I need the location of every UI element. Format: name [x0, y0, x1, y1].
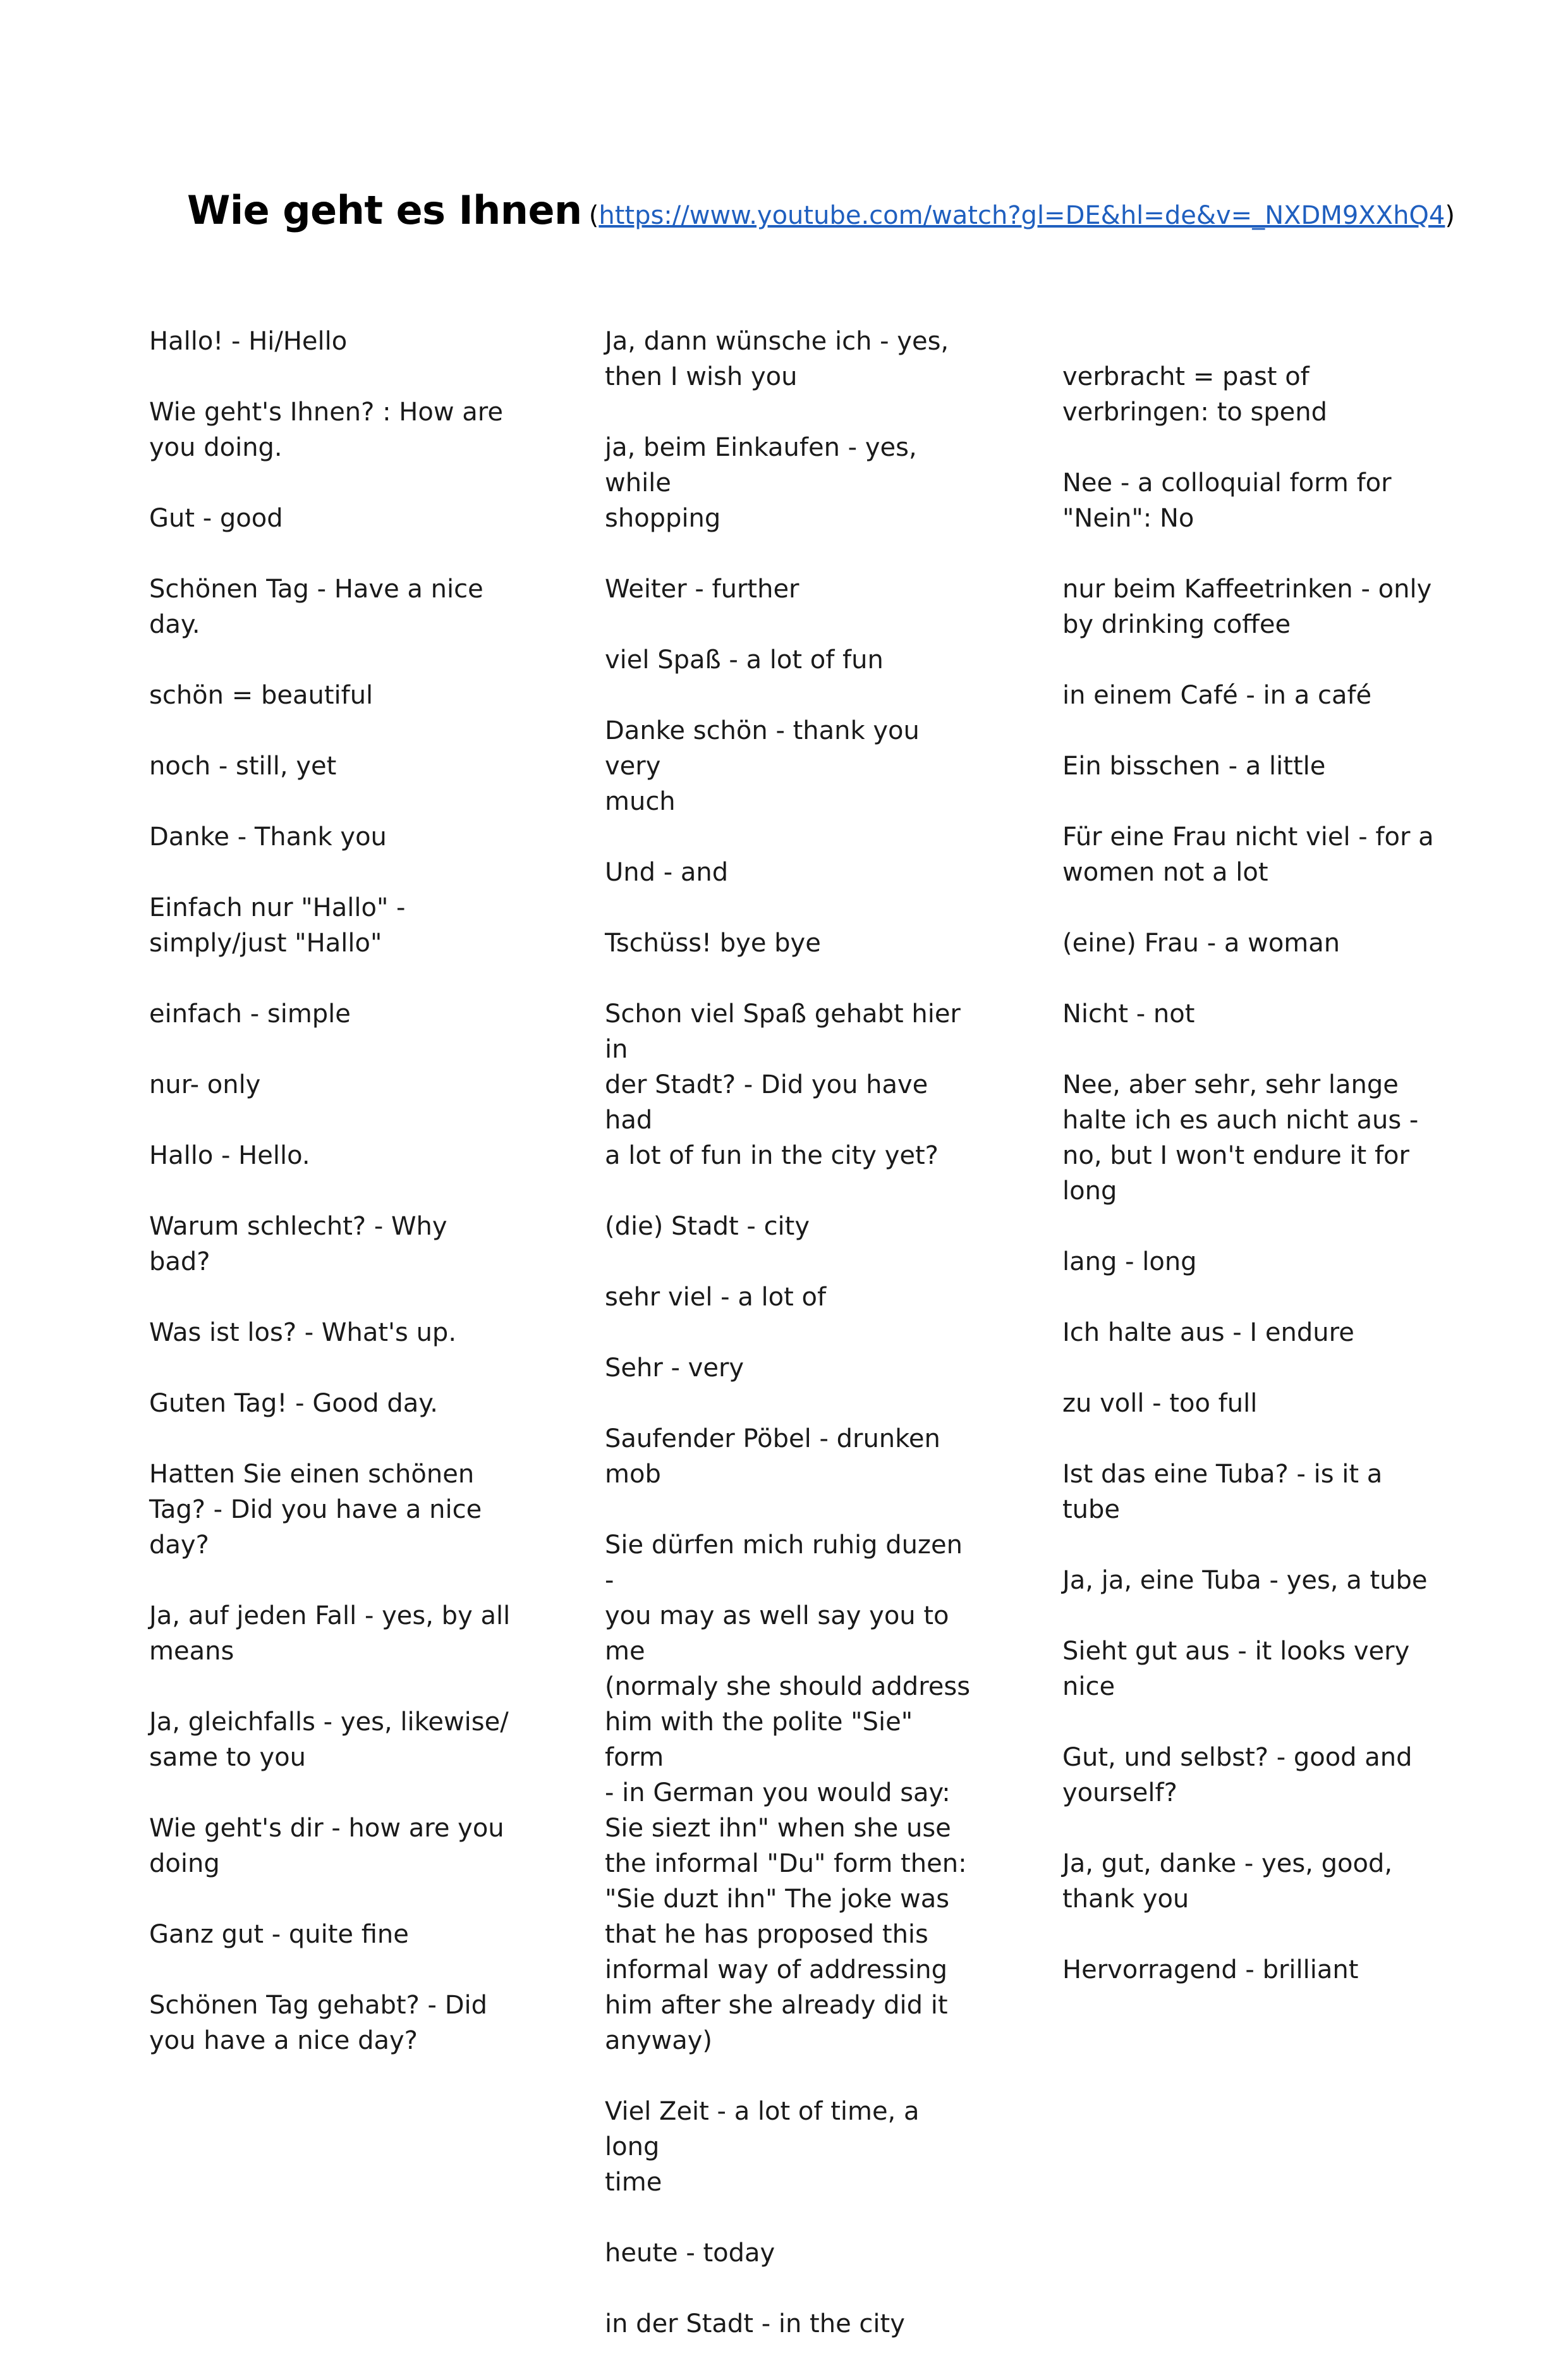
link-open-paren: (: [588, 201, 599, 230]
vocab-entry: Hatten Sie einen schönen Tag? - Did you have a nice day?: [149, 1460, 482, 1560]
vocab-entry: in einem Café - in a café: [1062, 681, 1372, 710]
vocab-entry: schön = beautiful: [149, 681, 374, 710]
vocab-entry: nur beim Kaffeetrinken - only by drinking coffee: [1062, 575, 1432, 639]
source-video-link[interactable]: https://www.youtube.com/watch?gl=DE&hl=de&v=_NXDM9XXhQ4: [599, 201, 1445, 230]
vocab-entry: Ich halte aus - I endure: [1062, 1318, 1354, 1347]
vocab-column-1: [149, 324, 516, 2094]
vocab-entry: Warum schlecht? - Why bad?: [149, 1212, 447, 1276]
vocab-entry: Viel Zeit - a lot of time, a long time: [605, 2097, 920, 2197]
vocab-entry: Schönen Tag - Have a nice day.: [149, 575, 483, 639]
vocab-entry: Nee, aber sehr, sehr lange halte ich es auch nicht aus - no, but I won't endure it for long: [1062, 1070, 1419, 1206]
vocab-entry: Was ist los? - What's up.: [149, 1318, 457, 1347]
vocab-entry: heute - today: [605, 2239, 775, 2268]
vocab-entry: Ja, auf jeden Fall - yes, by all means: [149, 1601, 511, 1666]
vocab-entry: verbracht = past of verbringen: to spend: [1062, 362, 1328, 427]
vocab-list: [149, 324, 516, 2058]
vocab-entry: Ganz gut - quite fine: [149, 1920, 409, 1949]
title-line: [187, 187, 1455, 233]
vocab-entry: nur- only: [149, 1070, 261, 1099]
vocab-entry: Ist das eine Tuba? - is it a tube: [1062, 1460, 1383, 1524]
vocab-entry: Danke - Thank you: [149, 822, 387, 852]
vocab-entry: Nee - a colloquial form for "Nein": No: [1062, 468, 1392, 533]
vocab-entry: Schönen Tag gehabt? - Did you have a nice day?: [149, 1991, 487, 2055]
vocab-entry: einfach - simple: [149, 999, 351, 1029]
vocab-entry: Ja, gut, danke - yes, good, thank you: [1062, 1849, 1393, 1914]
vocab-entry: Sie dürfen mich ruhig duzen - you may as well say you to me (normaly she should address him with the polite "Sie" form - in German you would say: Sie siezt ihn" when she use the informal "Du" form then: "Sie duzt ihn" The joke was that he has proposed this informal way of addressing him after she already did it anyway): [605, 1531, 971, 2055]
vocab-entry: viel Spaß - a lot of fun: [605, 645, 884, 675]
vocab-entry: Wie geht's dir - how are you doing: [149, 1814, 504, 1878]
vocab-entry: Wie geht's Ihnen? : How are you doing.: [149, 398, 503, 462]
vocab-entry: Ja, ja, eine Tuba - yes, a tube: [1062, 1566, 1428, 1595]
vocab-entry: Einfach nur "Hallo" - simply/just "Hallo": [149, 893, 406, 958]
vocab-entry: sehr viel - a lot of: [605, 1283, 827, 1312]
vocab-entry: Sehr - very: [605, 1353, 744, 1383]
link-close-paren: ): [1445, 201, 1455, 230]
vocab-list: [605, 324, 971, 2342]
source-link-wrapper: [589, 201, 1455, 230]
vocab-entry: (eine) Frau - a woman: [1062, 929, 1340, 958]
vocab-entry: Ja, dann wünsche ich - yes, then I wish you: [605, 327, 949, 391]
vocab-entry: Schon viel Spaß gehabt hier in der Stadt? - Did you have had a lot of fun in the city yet?: [605, 999, 961, 1170]
vocab-column-3: [1062, 324, 1435, 2023]
vocab-column-2: [605, 324, 971, 2377]
vocab-list: [1062, 324, 1435, 1988]
vocab-entry: (die) Stadt - city: [605, 1212, 810, 1241]
vocab-entry: Danke schön - thank you very much: [605, 716, 920, 816]
vocab-entry: Und - and: [605, 858, 729, 887]
vocab-entry: Gut, und selbst? - good and yourself?: [1062, 1743, 1413, 1807]
vocab-entry: Gut - good: [149, 504, 283, 533]
vocab-entry: Hervorragend - brilliant: [1062, 1955, 1359, 1984]
page-title: Wie geht es Ihnen: [187, 187, 582, 233]
vocab-entry: zu voll - too full: [1062, 1389, 1258, 1418]
vocab-entry: Für eine Frau nicht viel - for a women not a lot: [1062, 822, 1434, 887]
vocab-entry: Guten Tag! - Good day.: [149, 1389, 438, 1418]
vocab-entry: Ein bisschen - a little: [1062, 752, 1326, 781]
vocab-entry: Weiter - further: [605, 575, 799, 604]
vocab-entry: Nicht - not: [1062, 999, 1195, 1029]
vocab-entry: noch - still, yet: [149, 752, 337, 781]
vocab-entry: lang - long: [1062, 1247, 1197, 1276]
vocab-entry: Sieht gut aus - it looks very nice: [1062, 1637, 1410, 1701]
vocab-entry: Hallo! - Hi/Hello: [149, 327, 348, 356]
vocab-entry: Tschüss! bye bye: [605, 929, 821, 958]
vocab-entry: Saufender Pöbel - drunken mob: [605, 1424, 940, 1489]
vocab-entry: Hallo - Hello.: [149, 1141, 310, 1170]
vocab-entry: Ja, gleichfalls - yes, likewise/ same to you: [149, 1708, 509, 1772]
vocab-entry: in der Stadt - in the city: [605, 2309, 905, 2338]
vocab-entry: ja, beim Einkaufen - yes, while shopping: [605, 433, 917, 533]
